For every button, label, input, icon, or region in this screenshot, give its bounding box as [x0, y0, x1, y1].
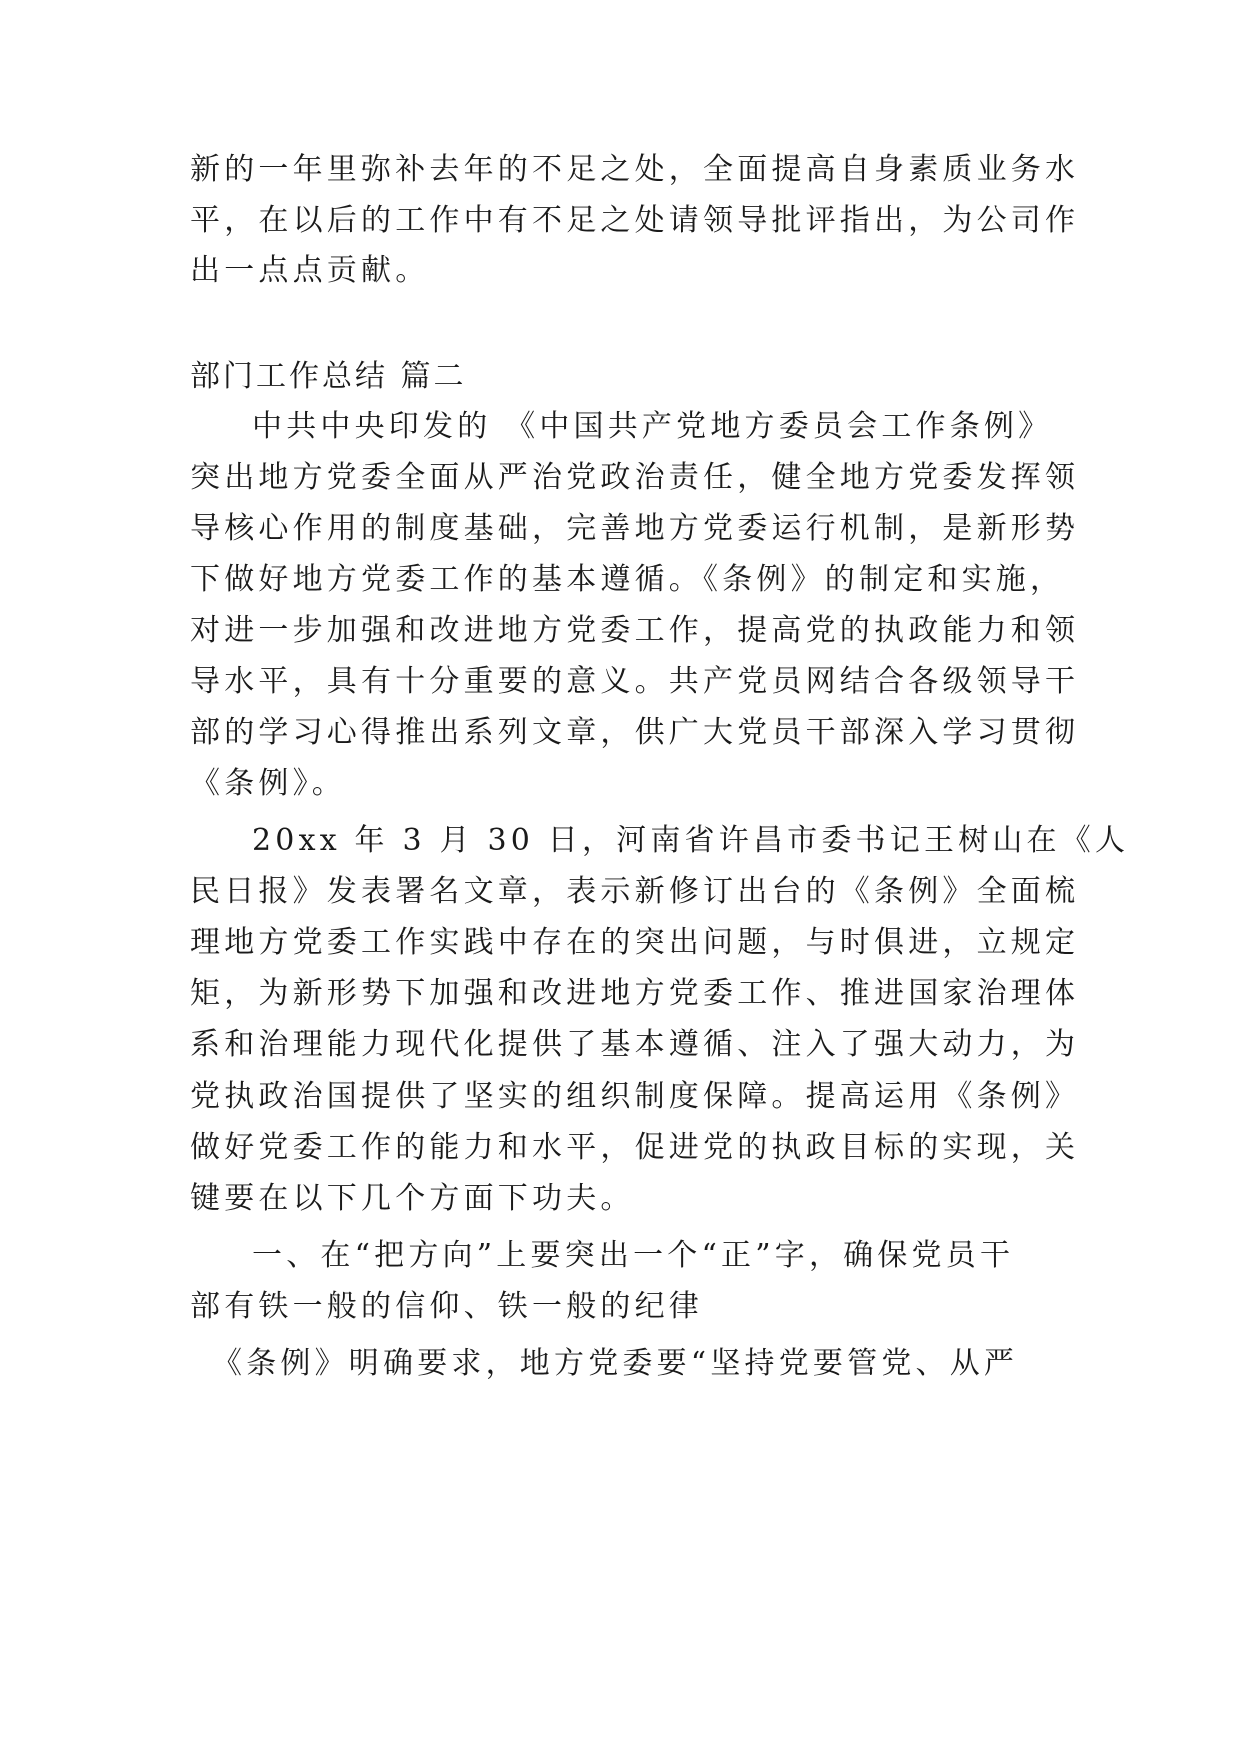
- paragraph-line: 突出地方党委全面从严治党政治责任，健全地方党委发挥领: [190, 460, 1080, 495]
- paragraph-line: 平，在以后的工作中有不足之处请领导批评指出，为公司作: [190, 203, 1080, 238]
- paragraph-line: 对进一步加强和改进地方党委工作，提高党的执政能力和领: [190, 613, 1080, 648]
- paragraph-line: 导核心作用的制度基础，完善地方党委运行机制，是新形势: [190, 511, 1080, 546]
- paragraph-line: 20xx 年 3 月 30 日，河南省许昌市委书记王树山在《人: [252, 823, 1130, 858]
- paragraph-line: 党执政治国提供了坚实的组织制度保障。提高运用《条例》: [190, 1079, 1080, 1114]
- paragraph-line: 做好党委工作的能力和水平，促进党的执政目标的实现，关: [190, 1130, 1080, 1165]
- paragraph-line: 理地方党委工作实践中存在的突出问题，与时俱进，立规定: [190, 925, 1080, 960]
- paragraph-line: 导水平，具有十分重要的意义。共产党员网结合各级领导干: [190, 664, 1080, 699]
- paragraph-line: 《条例》。: [190, 766, 346, 801]
- paragraph-line: 矩，为新形势下加强和改进地方党委工作、推进国家治理体: [190, 976, 1080, 1011]
- paragraph-line: 民日报》发表署名文章，表示新修订出台的《条例》全面梳: [190, 874, 1080, 909]
- paragraph-line: 部有铁一般的信仰、铁一般的纪律: [190, 1289, 703, 1324]
- paragraph-line: 系和治理能力现代化提供了基本遵循、注入了强大动力，为: [190, 1027, 1080, 1062]
- paragraph-line: 出一点点贡献。: [190, 253, 430, 288]
- paragraph-line: 中共中央印发的 《中国共产党地方委员会工作条例》: [252, 409, 1053, 444]
- paragraph-line: 一、在“把方向”上要突出一个“正”字，确保党员干: [252, 1238, 1015, 1273]
- paragraph-line: 下做好地方党委工作的基本遵循。《条例》的制定和实施，: [190, 562, 1065, 597]
- paragraph-line: 新的一年里弥补去年的不足之处，全面提高自身素质业务水: [190, 152, 1080, 187]
- paragraph-line: 键要在以下几个方面下功夫。: [190, 1181, 635, 1216]
- paragraph-line: 《条例》明确要求，地方党委要“坚持党要管党、从严: [212, 1346, 1019, 1381]
- paragraph-line: 部的学习心得推出系列文章，供广大党员干部深入学习贯彻: [190, 715, 1080, 750]
- section-heading: 部门工作总结 篇二: [190, 359, 467, 394]
